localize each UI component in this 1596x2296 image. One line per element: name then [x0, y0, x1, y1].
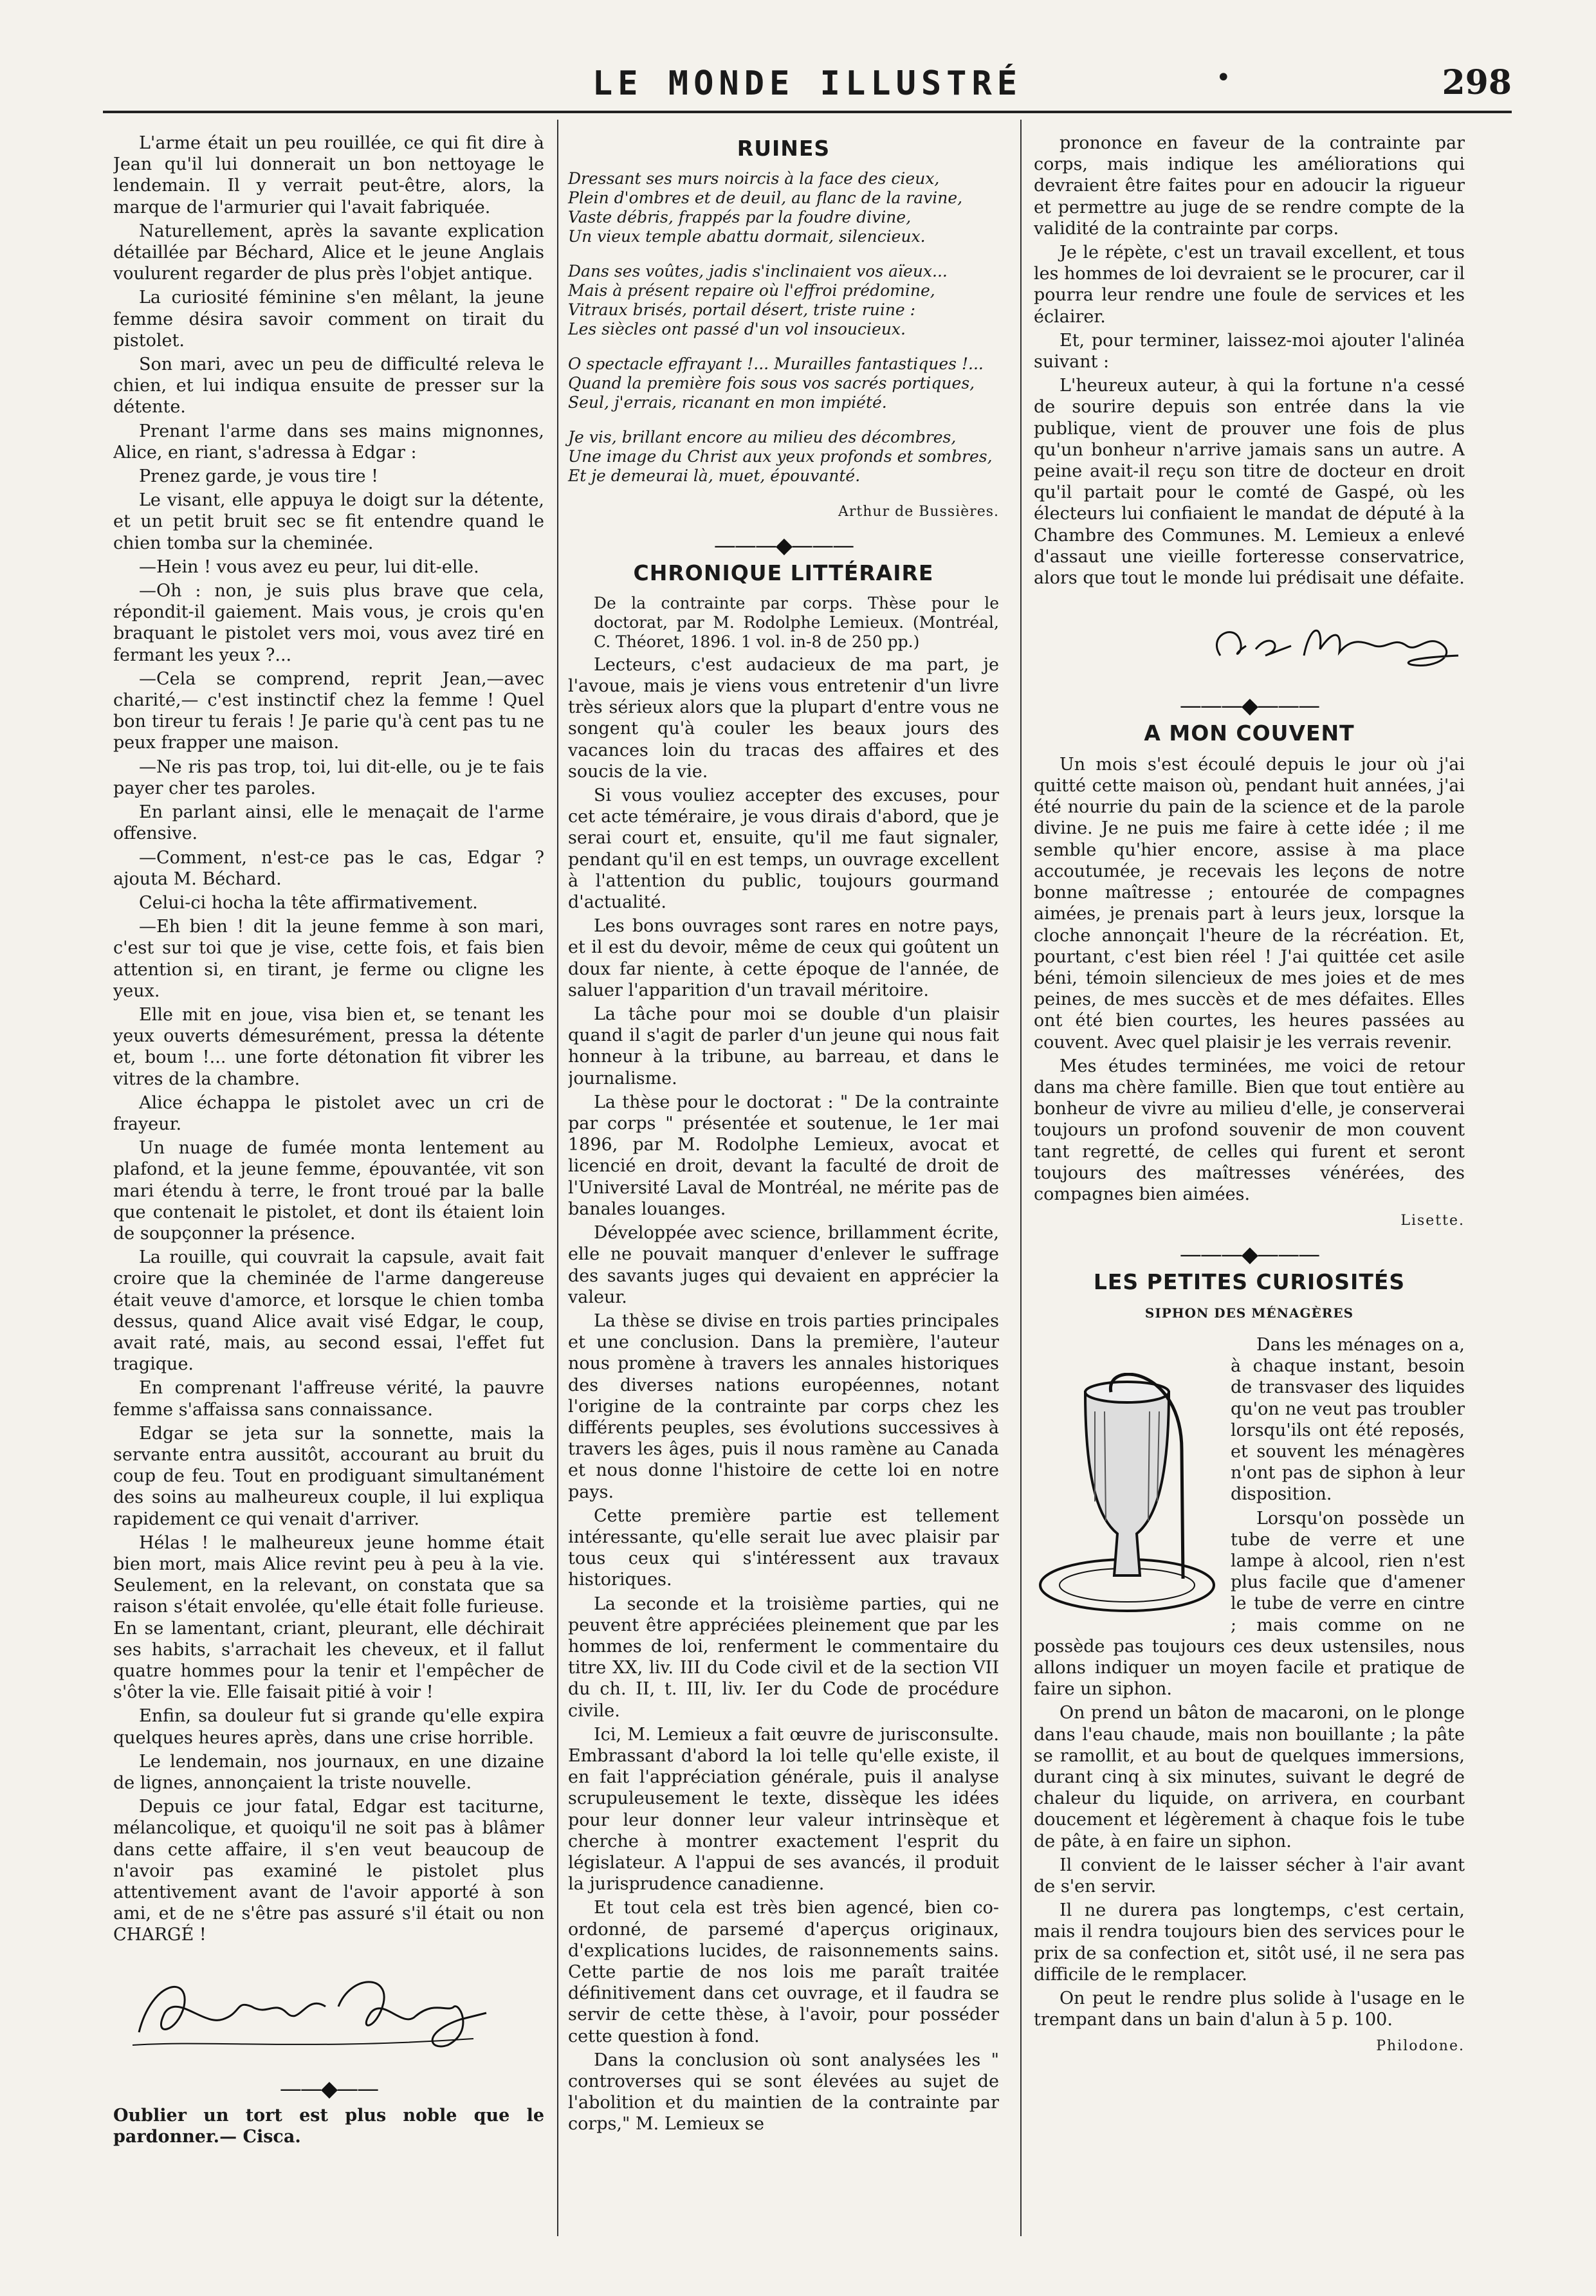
paragraph: Elle mit en joue, visa bien et, se tenant les yeux ouverts démesurément, pressa la détente et, boum !... une forte détonation fit vibrer les vitres de la chambre. — [113, 1004, 544, 1089]
poem-line: Les siècles ont passé d'un vol insoucieux. — [568, 320, 906, 339]
paragraph: Développée avec science, brillamment écrite, elle ne pouvait manquer d'enlever le suffrage des savants juges qui devaient en apprécier la valeur. — [568, 1223, 999, 1307]
paragraph: Naturellement, après la savante explication détaillée par Béchard, Alice et le jeune Anglais voulurent regarder de plus près l'objet antique. — [113, 221, 544, 284]
chronique-title: CHRONIQUE LITTÉRAIRE — [633, 560, 934, 585]
column-3 — [1034, 133, 1465, 2057]
column-1 — [113, 133, 544, 2150]
paragraph: Si vous vouliez accepter des excuses, pour cet acte téméraire, je vous dirais d'abord, que je serai court et, ensuite, qu'il me faut signaler, pendant qu'il en est temps, un ouvrage excellent à l'attention du public, toujours gourmand d'actualité. — [568, 785, 999, 913]
signature-massicotte — [1034, 611, 1465, 680]
paragraph: Prenez garde, je vous tire ! — [139, 466, 379, 487]
paragraph: Son mari, avec un peu de difficulté releva le chien, et lui indiqua ensuite de presser sur la détente. — [113, 354, 544, 418]
paragraph: prononce en faveur de la contrainte par corps, mais indique les améliorations qui devraient être faites pour en adoucir la rigueur et permettre au juge de se rendre compte de la validité de la contrainte par corps. — [1034, 133, 1465, 239]
paragraph: —Oh : non, je suis plus brave que cela, répondit-il gaiement. Mais vous, je crois qu'en braquant le pistolet vers moi, vous avez tiré en fermant les yeux ?... — [113, 581, 544, 665]
poem-line: Une image du Christ aux yeux profonds et sombres, — [568, 447, 993, 466]
paragraph: Je le répète, c'est un travail excellent, et tous les hommes de loi devraient se le procurer, car il pourra leur rendre une foule de services et les éclairer. — [1034, 243, 1465, 327]
masthead — [103, 59, 1512, 113]
paragraph: On peut le rendre plus solide à l'usage en le trempant dans un bain d'alun à 5 p. 100. — [1034, 1988, 1465, 2030]
paragraph: Prenant l'arme dans ses mains mignonnes, Alice, en riant, s'adressa à Edgar : — [113, 421, 544, 463]
ornamental-divider: ———◆——— — [1179, 1242, 1319, 1268]
story-text — [113, 133, 544, 1949]
paragraph: Il convient de le laisser sécher à l'air avant de s'en servir. — [1034, 1855, 1465, 1897]
siphon-illustration — [1034, 1373, 1220, 1617]
masthead-title: LE MONDE ILLUSTRÉ — [592, 64, 1023, 103]
curiosites-subtitle: SIPHON DES MÉNAGÈRES — [1144, 1305, 1354, 1321]
masthead-ornament: • — [1216, 63, 1231, 93]
paragraph: Enfin, sa douleur fut si grande qu'elle expira quelques heures après, dans une crise horrible. — [113, 1706, 544, 1748]
poem-line: Vitraux brisés, portail désert, triste ruine : — [568, 300, 916, 320]
ornamental-divider: ——◆—— — [279, 2075, 378, 2102]
poem-stanza — [568, 428, 999, 486]
epigraph: Oublier un tort est plus noble que le pardonner.— Cisca. — [113, 2106, 544, 2147]
poem-line: O spectacle effrayant !... Murailles fantastiques !... — [568, 354, 984, 374]
paragraph: Edgar se jeta sur la sonnette, mais la servante entra aussitôt, accourant au bruit du coup de feu. Tout en prodiguant simultanément des soins au malheureux couple, il lui expliqua rapidement ce qui venait d'arriver. — [113, 1423, 544, 1529]
chronique-text — [568, 654, 999, 2138]
paragraph: Cette première partie est tellement intéressante, qu'elle serait lue avec plaisir par tous ceux qui s'intéressent aux travaux historiques. — [568, 1505, 999, 1590]
column-2 — [568, 133, 999, 2138]
paragraph: La curiosité féminine s'en mêlant, la jeune femme désira savoir comment on tirait du pistolet. — [113, 288, 544, 351]
bibliography-entry: De la contrainte par corps. Thèse pour le doctorat, par M. Rodolphe Lemieux. (Montréal, C. Théoret, 1896. 1 vol. in-8 de 250 pp.) — [594, 593, 999, 651]
paragraph: Lorsqu'on possède un tube de verre et une lampe à alcool, rien n'est plus facile que d'amener le tube de verre en cintre ; mais comme on ne possède pas toujours ces deux ustensiles, nous allons indiquer un moyen facile et pratique de faire un siphon. — [1034, 1508, 1465, 1700]
paragraph: —Ne ris pas trop, toi, lui dit-elle, ou je te fais payer cher tes paroles. — [113, 757, 544, 798]
column-rule — [557, 120, 558, 2236]
chronique-continued-text — [1034, 133, 1465, 591]
paragraph: Le visant, elle appuya le doigt sur la détente, et un petit bruit sec se fit entendre quand le chien tomba sur la cheminée. — [113, 490, 544, 553]
paragraph: La tâche pour moi se double d'un plaisir quand il s'agit de parler d'un jeune qui nous fait honneur à la tribune, au barreau, et dans le journalisme. — [568, 1004, 999, 1088]
paragraph: Le lendemain, nos journaux, en une dizaine de lignes, annonçaient la triste nouvelle. — [113, 1751, 544, 1794]
curiosites-title: LES PETITES CURIOSITÉS — [1093, 1269, 1406, 1294]
couvent-text — [1034, 754, 1465, 1208]
paragraph: L'heureux auteur, à qui la fortune n'a cessé de sourire depuis son entrée dans la vie publique, vient de prouver une fois de plus qu'un bonheur n'arrive jamais sans un autre. A peine avait-il reçu son titre de docteur en droit qu'il partait pour le comté de Gaspé, où les électeurs lui confiaient le mandat de député à la Chambre des Communes. M. Lemieux a enlevé d'assaut une vieille forteresse conservatrice, alors que tout le monde lui prédisait une défaite. — [1034, 376, 1465, 589]
ornamental-divider: ———◆——— — [1179, 693, 1319, 719]
poem-line: Dressant ses murs noircis à la face des cieux, — [568, 169, 940, 188]
signature-regis-roy — [113, 1968, 544, 2063]
poem-line: Je vis, brillant encore au milieu des décombres, — [568, 428, 957, 447]
paragraph: Dans la conclusion où sont analysées les " controverses qui se sont élevées au sujet de l'abolition et du maintien de la contrainte par corps," M. Lemieux se — [568, 2050, 999, 2135]
poem-line: Quand la première fois sous vos sacrés portiques, — [568, 374, 975, 393]
paragraph: Depuis ce jour fatal, Edgar est taciturne, mélancolique, et quoiqu'il ne soit pas à blâmer dans cette affaire, il s'en veut beaucoup de n'avoir pas examiné le pistolet plus attentivement avant de l'avoir apporté à son ami, et de ne s'être pas assuré s'il était ou non CHARGÉ ! — [113, 1797, 544, 1945]
paragraph: Dans les ménages on a, à chaque instant, besoin de transvaser des liquides qu'on ne veut pas troubler lorsqu'ils ont été reposés, et souvent les ménagères n'ont pas de siphon à leur disposition. — [1231, 1334, 1465, 1505]
paragraph: L'arme était un peu rouillée, ce qui fit dire à Jean qu'il lui donnerait un bon nettoyage le lendemain. Il y verrait peut-être, alors, la marque de l'armurier qui l'avait fabriquée. — [113, 133, 544, 217]
curiosites-author: Philodone. — [1376, 2038, 1465, 2055]
page-number: 298 — [1442, 63, 1512, 102]
poem-line: Seul, j'errais, ricanant en mon impiété. — [568, 393, 887, 412]
paragraph: —Eh bien ! dit la jeune femme à son mari, c'est sur toi que je vise, cette fois, et fais bien attention si, en tirant, je ferme ou cligne les yeux. — [113, 917, 544, 1001]
paragraph: En parlant ainsi, elle le menaçait de l'arme offensive. — [113, 802, 544, 844]
paragraph: En comprenant l'affreuse vérité, la pauvre femme s'affaissa sans connaissance. — [113, 1378, 544, 1420]
poem-body — [568, 169, 999, 486]
poem-stanza — [568, 354, 999, 412]
paragraph: Un nuage de fumée monta lentement au plafond, et la jeune femme, épouvantée, vit son mari étendu à terre, le front troué par la balle que contenait le pistolet, et dont ils étaient loin de soupçonner la présence. — [113, 1138, 544, 1244]
signature-image — [113, 1968, 499, 2058]
paragraph: La thèse se divise en trois parties principales et une conclusion. Dans la première, l'auteur nous promène à travers les annales historiques des diverses nations européennes, notant l'origine de la contrainte par corps chez les différents peuples, ses évolutions successives à travers les âges, puis il nous ramène au Canada et nous donne l'histoire de cette loi en notre pays. — [568, 1310, 999, 1502]
paragraph: Ici, M. Lemieux a fait œuvre de jurisconsulte. Embrassant d'abord la loi telle qu'elle existe, il en fait l'appréciation générale, puis il analyse scrupuleusement le texte, dissèque les idées pour leur donner leur valeur intrinsèque et cherche à montrer exactement l'esprit du législateur. A l'appui de ses avancés, il produit la jurisprudence canadienne. — [568, 1724, 999, 1895]
poem-line: Et je demeurai là, muet, épouvanté. — [568, 466, 861, 486]
poem-stanza — [568, 262, 999, 339]
paragraph: On prend un bâton de macaroni, on le plonge dans l'eau chaude, mais non bouillante ; la pâte se ramollit, et au bout de quelques immersions, durant cinq à six minutes, suivant le degré de chaleur du liquide, on arrivera, en courbant doucement et légèrement à chaque fois le tube de pâte, à en faire un siphon. — [1034, 1703, 1465, 1851]
paragraph: Hélas ! le malheureux jeune homme était bien mort, mais Alice revint peu à peu à la vie. Seulement, en la relevant, on constata que sa raison s'était envolée, qu'elle était folle furieuse. En se lamentant, criant, pleurant, elle déchirait ses habits, s'arrachait les cheveux, et il fallut quatre hommes pour la tenir et l'empêcher de s'ôter la vie. Elle faisait pitié à voir ! — [113, 1532, 544, 1703]
poem-line: Mais à présent repaire où l'effroi prédomine, — [568, 281, 935, 300]
paragraph: Lecteurs, c'est audacieux de ma part, je l'avoue, mais je viens vous entretenir d'un livre très sérieux alors que la plupart d'entre vous ne songent qu'à couler les beaux jours des vacances loin du tracas des affaires et des soucis de la vie. — [568, 654, 999, 782]
paragraph: —Cela se comprend, reprit Jean,—avec charité,— c'est instinctif chez la femme ! Quel bon tireur tu ferais ! Je parie qu'à cent pas tu ne peux frapper une maison. — [113, 668, 544, 753]
poem-stanza — [568, 169, 999, 246]
paragraph: La seconde et la troisième parties, qui ne peuvent être appréciées pleinement que par les hommes de loi, renferment le commentaire du titre XX, liv. III du Code civil et de la section VII du ch. II, t. III, liv. Ier du Code de procédure civile. — [568, 1593, 999, 1721]
poem-line: Vaste débris, frappés par la foudre divine, — [568, 208, 912, 227]
poem-line: Plein d'ombres et de deuil, au flanc de la ravine, — [568, 188, 963, 208]
paragraph: Un mois s'est écoulé depuis le jour où j'ai quitté cette maison où, pendant huit années, j'ai été nourrie du pain de la science et de la parole divine. Je ne puis me faire à cette idée ; il me semble qu'hier encore, assise à ma place accoutumée, je recevais les leçons de notre bonne maîtresse ; entourée de compagnes aimées, je prenais part à leurs jeux, lorsque la cloche annonçait l'heure de la récréation. Et, pourtant, c'est bien réel ! J'ai quittée cet asile béni, témoin silencieux de mes joies et de mes peines, de mes succès et de mes défaites. Elles ont été bien courtes, les heures passées au couvent. Avec quel plaisir je les verrais revenir. — [1034, 754, 1465, 1052]
paragraph: La thèse pour le doctorat : " De la contrainte par corps " présentée et soutenue, le 1er mai 1896, par M. Rodolphe Lemieux, avocat et licencié en droit, devant la faculté de droit de l'Université Laval de Montréal, ne mérite pas de banales louanges. — [568, 1092, 999, 1219]
paragraph: Il ne durera pas longtemps, c'est certain, mais il rendra toujours bien des services pour le prix de sa confection et, sitôt usé, il ne sera pas difficile de le remplacer. — [1034, 1900, 1465, 1985]
paragraph: —Hein ! vous avez eu peur, lui dit-elle. — [139, 556, 479, 577]
ornamental-divider: ———◆——— — [713, 533, 854, 559]
poem-author: Arthur de Bussières. — [838, 504, 999, 520]
paragraph: La rouille, qui couvrait la capsule, avait fait croire que la cheminée de l'arme dangereuse était veuve d'amorce, et lorsque le chien tomba dessus, quand Alice avait visé Edgar, le coup, avait raté, mais, au second essai, l'effet fut tragique. — [113, 1247, 544, 1375]
column-rule — [1020, 120, 1022, 2236]
poem-line: Un vieux temple abattu dormait, silencieux. — [568, 227, 926, 246]
paragraph: Mes études terminées, me voici de retour dans ma chère famille. Bien que tout entière au bonheur de vivre au milieu d'elle, je conserverai toujours un profond souvenir de mon couvent tant regretté, de celles qui furent et seront toujours des maîtresses vénérées, des compagnes bien aimées. — [1034, 1056, 1465, 1204]
curiosites-text — [1034, 1334, 1465, 2034]
signature-image — [1195, 611, 1465, 675]
paragraph: Celui-ci hocha la tête affirmativement. — [139, 892, 478, 913]
couvent-title: A MON COUVENT — [1144, 720, 1355, 746]
paragraph: Alice échappa le pistolet avec un cri de frayeur. — [113, 1092, 544, 1134]
couvent-author: Lisette. — [1400, 1213, 1465, 1229]
paragraph: Et tout cela est très bien agencé, bien co-ordonné, de parsemé d'aperçus originaux, d'explications lucides, de raisonnements sains. Cette partie de nos lois me paraît traitée définitivement dans cet ouvrage, et il faudra se servir de cette thèse, à l'avoir, pour posséder cette question à fond. — [568, 1898, 999, 2046]
poem-line: Dans ses voûtes, jadis s'inclinaient vos aïeux... — [568, 262, 948, 281]
paragraph: —Comment, n'est-ce pas le cas, Edgar ? ajouta M. Béchard. — [113, 847, 544, 889]
poem-title: RUINES — [737, 136, 830, 161]
paragraph: Les bons ouvrages sont rares en notre pays, et il est du devoir, même de ceux qui goûtent un doux far niente, à cette époque de l'année, de saluer l'apparition d'un travail méritoire. — [568, 916, 999, 1000]
paragraph: Et, pour terminer, laissez-moi ajouter l'alinéa suivant : — [1034, 330, 1465, 372]
